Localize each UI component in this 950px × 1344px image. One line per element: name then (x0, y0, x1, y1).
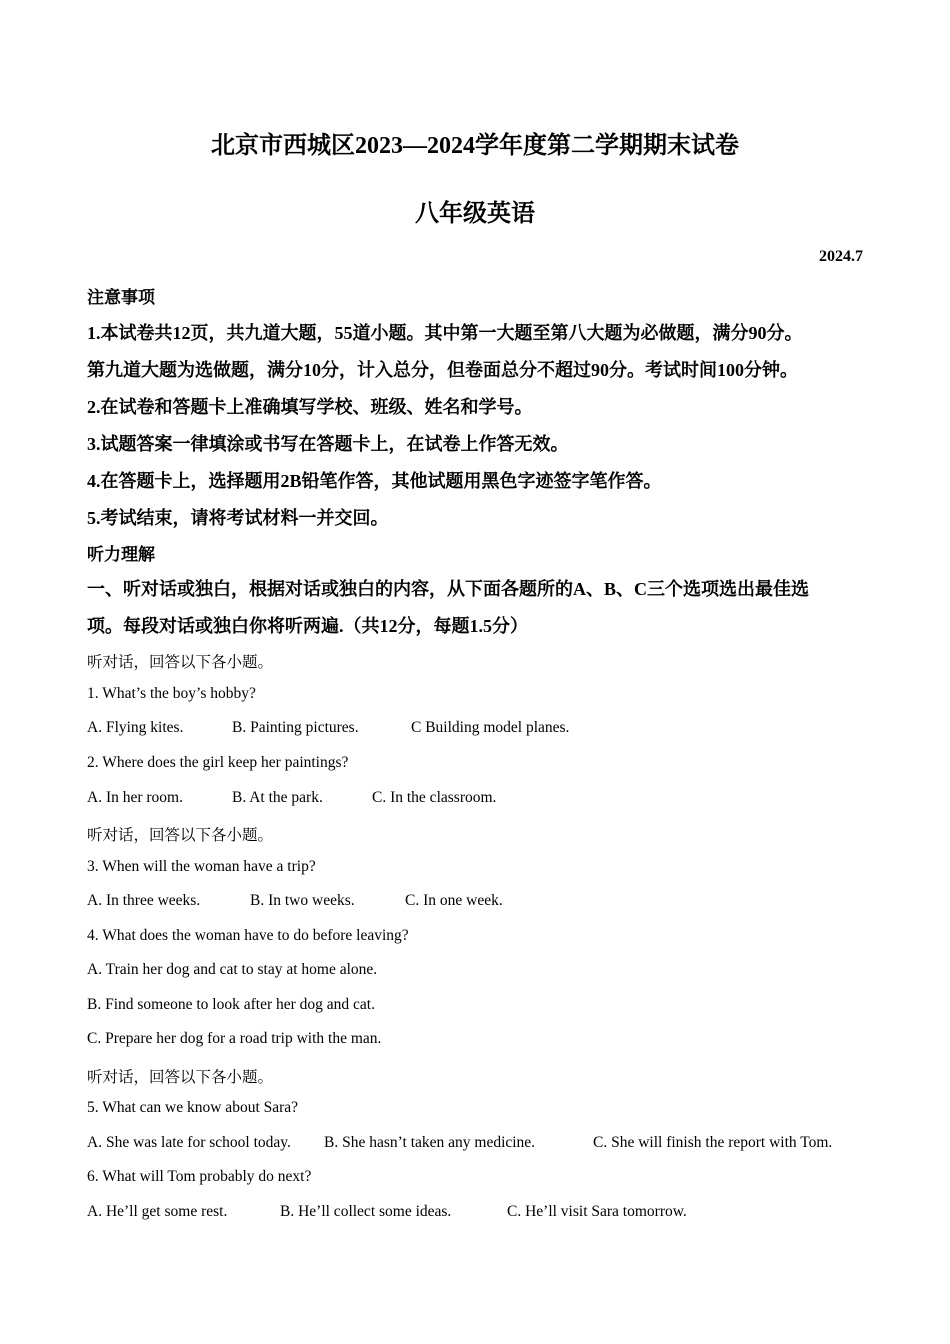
section-title: 听力理解 (87, 545, 155, 564)
notice-heading: 注意事项 (87, 288, 155, 307)
q3-option-a: A. In three weeks. (87, 892, 201, 909)
q3-option-c: C. In one week. (405, 892, 503, 909)
q2-option-b: B. At the park. (232, 789, 323, 806)
q3-option-b: B. In two weeks. (250, 892, 355, 909)
q2-option-a: A. In her room. (87, 789, 183, 806)
q1-option-c: C Building model planes. (411, 719, 570, 736)
q5-option-a: A. She was late for school today. (87, 1134, 291, 1151)
notice-item-1b: 第九道大题为选做题，满分10分，计入总分，但卷面总分不超过90分。考试时间100分钟。 (87, 360, 798, 380)
dialogue-intro-3: 听对话，回答以下各小题。 (87, 1069, 274, 1086)
exam-title: 北京市西城区2023—2024学年度第二学期期末试卷 (211, 133, 739, 159)
q5-option-b: B. She hasn’t taken any medicine. (324, 1134, 536, 1151)
q6-option-c: C. He’ll visit Sara tomorrow. (507, 1203, 687, 1220)
q4-option-c: C. Prepare her dog for a road trip with the man. (87, 1030, 382, 1047)
question-6: 6. What will Tom probably do next? (87, 1168, 312, 1185)
question-5: 5. What can we know about Sara? (87, 1099, 299, 1116)
notice-item-1a: 1.本试卷共12页，共九道大题，55道小题。其中第一大题至第八大题为必做题，满分90分。 (87, 323, 803, 343)
dialogue-intro-2: 听对话，回答以下各小题。 (87, 827, 274, 844)
q6-option-a: A. He’ll get some rest. (87, 1203, 228, 1220)
question-4: 4. What does the woman have to do before leaving? (87, 927, 409, 944)
exam-date: 2024.7 (819, 248, 863, 265)
dialogue-intro: 听对话，回答以下各小题。 (87, 654, 274, 671)
notice-item-5: 5.考试结束，请将考试材料一并交回。 (87, 508, 389, 528)
q1-option-b: B. Painting pictures. (232, 719, 359, 736)
q4-option-a: A. Train her dog and cat to stay at home alone. (87, 961, 378, 978)
q4-option-b: B. Find someone to look after her dog and cat. (87, 996, 375, 1013)
notice-item-4: 4.在答题卡上，选择题用2B铅笔作答，其他试题用黑色字迹签字笔作答。 (87, 471, 662, 491)
part1-instructions-line2: 项。每段对话或独白你将听两遍.（共12分，每题1.5分） (87, 616, 528, 636)
question-2: 2. Where does the girl keep her paintings? (87, 754, 349, 771)
q6-option-b: B. He’ll collect some ideas. (280, 1203, 452, 1220)
question-1: 1. What’s the boy’s hobby? (87, 685, 256, 702)
notice-item-3: 3.试题答案一律填涂或书写在答题卡上，在试卷上作答无效。 (87, 434, 569, 454)
notice-item-2: 2.在试卷和答题卡上准确填写学校、班级、姓名和学号。 (87, 397, 533, 417)
q1-option-a: A. Flying kites. (87, 719, 184, 736)
q2-option-c: C. In the classroom. (372, 789, 497, 806)
exam-subtitle: 八年级英语 (415, 201, 535, 227)
part1-instructions-line1: 一、听对话或独白，根据对话或独白的内容，从下面各题所的A、B、C三个选项选出最佳选 (87, 579, 809, 599)
question-3: 3. When will the woman have a trip? (87, 858, 316, 875)
q5-option-c: C. She will finish the report with Tom. (593, 1134, 833, 1151)
